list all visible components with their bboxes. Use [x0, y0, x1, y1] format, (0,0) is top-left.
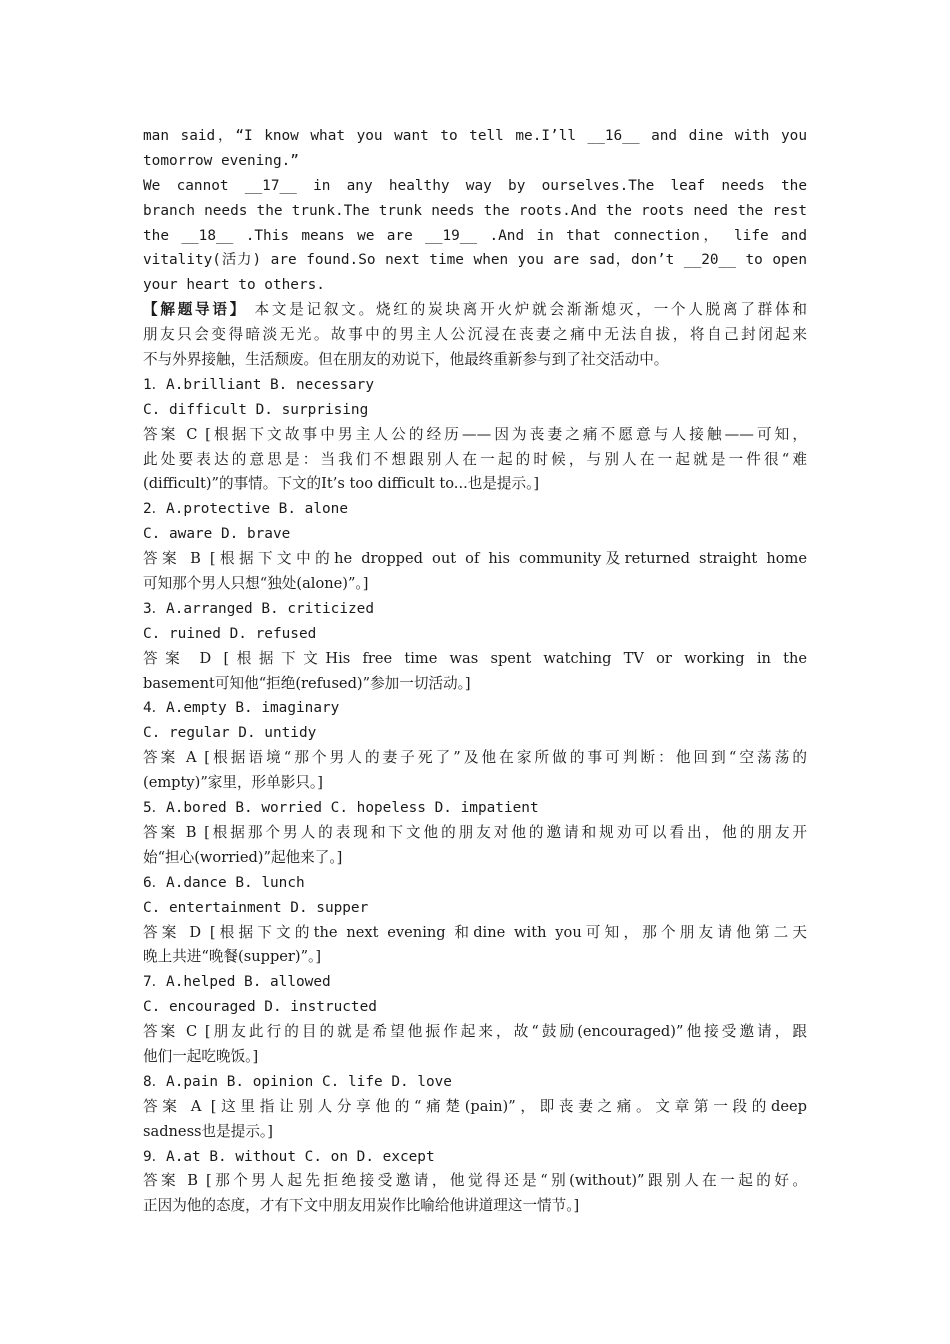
option-line: C. difficult D. surprising — [143, 401, 369, 418]
answer-line: 答案 C [根据下文故事中男主人公的经历——因为丧妻之痛不愿意与人接触——可知， — [143, 425, 807, 443]
question-item — [143, 1070, 807, 1145]
guide-line: 不与外界接触，生活颓废。但在朋友的劝说下，他最终重新参与到了社交活动中。 — [143, 351, 669, 369]
question-item — [143, 1145, 807, 1220]
option-line: 3．A.arranged B. criticized — [143, 600, 374, 617]
option-line: C. encouraged D. instructed — [143, 999, 377, 1016]
option-line: C. ruined D. refused — [143, 625, 317, 642]
option-line: 2．A.protective B. alone — [143, 501, 348, 518]
answer-line: 答案 A [这里指让别人分享他的“痛楚(pain)”，即丧妻之痛。文章第一段的deep — [143, 1097, 807, 1115]
passage-line: branch needs the trunk.The trunk needs the roots.And the roots need the rest — [143, 202, 807, 219]
passage — [143, 124, 807, 298]
question-item — [143, 696, 807, 796]
answer-line: 始“担心(worried)”起他来了。] — [143, 848, 343, 866]
question-item — [143, 373, 807, 497]
option-line: C. aware D. brave — [143, 526, 291, 543]
document-page — [143, 124, 807, 1219]
answer-line: 此处要表达的意思是：当我们不想跟别人在一起的时候，与别人在一起就是一件很“难 — [143, 450, 807, 468]
guide-line — [143, 298, 807, 323]
answer-line: 晚上共进“晚餐(supper)”。] — [143, 948, 322, 966]
option-line: C. regular D. untidy — [143, 725, 317, 742]
answer-line: 答案 B [那个男人起先拒绝接受邀请，他觉得还是“别(without)”跟别人在一起的好。 — [143, 1172, 807, 1190]
passage-line: We cannot __17__ in any healthy way by ourselves.The leaf needs the — [143, 177, 807, 194]
option-line: 1．A.brilliant B. necessary — [143, 376, 374, 393]
passage-line: the __18__ .This means we are __19__ .And in that connection， life and — [143, 227, 807, 244]
answer-line: basement可知他“拒绝(refused)”参加一切活动。] — [143, 674, 471, 692]
answer-line: (empty)”家里，形单影只。] — [143, 774, 323, 792]
answer-line: 答案 B [根据下文中的he dropped out of his community及returned straight home — [143, 550, 807, 568]
answer-line: 正因为他的态度，才有下文中朋友用炭作比喻给他讲道理这一情节。] — [143, 1197, 580, 1215]
answer-line: sadness也是提示。] — [143, 1122, 273, 1140]
passage-line: your heart to others. — [143, 277, 325, 294]
option-line: C. entertainment D. supper — [143, 899, 369, 916]
question-item — [143, 871, 807, 971]
option-line: 7．A.helped B. allowed — [143, 974, 331, 991]
question-list — [143, 373, 807, 1219]
answer-line: (difficult)”的事情。下文的It’s too difficult to...也是提示。] — [143, 475, 540, 493]
option-line: 9．A.at B. without C. on D. except — [143, 1148, 435, 1165]
answer-line: 答案 A [根据语境“那个男人的妻子死了”及他在家所做的事可判断：他回到“空荡荡的 — [143, 749, 807, 767]
question-item — [143, 497, 807, 597]
answer-line: 答案 C [朋友此行的目的就是希望他振作起来，故“鼓励(encouraged)”他接受邀请，跟 — [143, 1023, 807, 1041]
passage-line: vitality(活力) are found.So next time when you are sad，don’t __20__ to open — [143, 252, 807, 269]
option-line: 6．A.dance B. lunch — [143, 874, 305, 891]
option-line: 8．A.pain B. opinion C. life D. love — [143, 1073, 452, 1090]
answer-line: 他们一起吃晚饭。] — [143, 1047, 259, 1065]
answer-line: 答案 D [根据下文的the next evening 和dine with you可知，那个朋友请他第二天 — [143, 923, 807, 941]
question-item — [143, 796, 807, 871]
guide-section — [143, 298, 807, 373]
guide-text: 本文是记叙文。烧红的炭块离开火炉就会渐渐熄灭，一个人脱离了群体和 — [247, 301, 807, 319]
guide-title: 【解题导语】 — [143, 301, 248, 319]
passage-line: man said，“I know what you want to tell me.I’ll __16__ and dine with you — [143, 128, 807, 144]
question-item — [143, 970, 807, 1070]
option-line: 5．A.bored B. worried C. hopeless D. impatient — [143, 800, 539, 817]
answer-line: 可知那个男人只想“独处(alone)”。] — [143, 575, 369, 593]
answer-line: 答案 D [根据下文His free time was spent watching TV or working in the — [143, 649, 807, 667]
option-line: 4．A.empty B. imaginary — [143, 700, 340, 717]
passage-line: tomorrow evening.” — [143, 152, 299, 169]
question-item — [143, 597, 807, 697]
guide-line: 朋友只会变得暗淡无光。故事中的男主人公沉浸在丧妻之痛中无法自拔，将自己封闭起来 — [143, 326, 807, 344]
answer-line: 答案 B [根据那个男人的表现和下文他的朋友对他的邀请和规劝可以看出，他的朋友开 — [143, 823, 807, 841]
